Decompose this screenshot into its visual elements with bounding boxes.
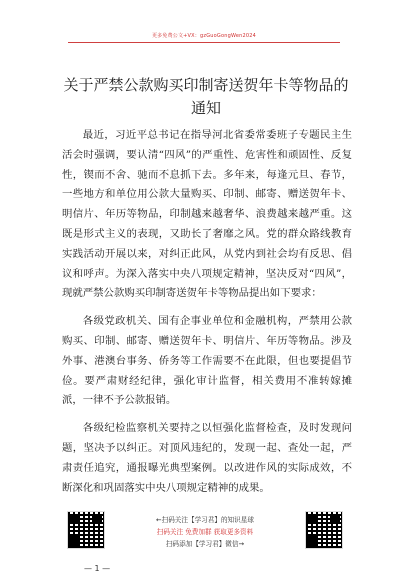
page-number: — 1 — <box>84 564 111 573</box>
top-banner: 更多免费公文+VX：gzGuoGongWen2024 <box>151 33 257 39</box>
paragraph-1: 最近，习近平总书记在指导河北省委常委班子专题民主生活会时强调，要认清“四风”的严重性、危害性和顽固性、反复性，锲而不舍、驰而不息抓下去。多年来，每逢元旦、春节，一些地方和单位用公款大量购买、印制、邮寄、赠送贺年卡、明信片、年历等物品，印制越来越奢华、浪费越来越严重。这既是形式主义的表现，又助长了奢靡之风。党的群众路线教育实践活动开展以来，对纠正此风，从党内到社会均有反思、倡议和呼声。为深入落实中央八项规定精神，坚决反对“四风”，现就严禁公款购买印制寄送贺年卡等物品提出如下要求： <box>62 129 352 300</box>
paragraph-2: 各级党政机关、国有企事业单位和金融机构，严禁用公款购买、印制、邮寄、赠送贺年卡、明信片、年历等物品。涉及外事、港澳台事务、侨务等工作需要不在此限，但也要提倡节俭。要严肃财经纪律，强化审计监督，相关费用不准转嫁摊派，一律不予公款报销。 <box>62 315 352 407</box>
footer-line-2: 扫码关注 免费加群 获取更多资料 <box>156 528 254 536</box>
footer-text <box>110 514 300 550</box>
qr-code-left-icon[interactable] <box>68 512 104 548</box>
footer-line-3: 扫码添加【学习君】微信→ <box>165 540 245 548</box>
document-title: 关于严禁公款购买印制寄送贺年卡等物品的通知 <box>63 76 349 117</box>
header-divider <box>68 42 340 43</box>
footer <box>0 512 408 580</box>
qr-code-right-icon[interactable] <box>306 512 342 548</box>
paragraph-3: 各级纪检监察机关要持之以恒强化监督检查，及时发现问题，坚决予以纠正。对顶风违纪的，发现一起、查处一起，严肃责任追究，通报曝光典型案例。以改进作风的实际成效，不断深化和巩固落实中央八项规定精神的成果。 <box>62 422 352 494</box>
footer-line-1: ←扫码关注【学习君】的知识星球 <box>156 516 254 524</box>
document-body <box>62 126 352 498</box>
